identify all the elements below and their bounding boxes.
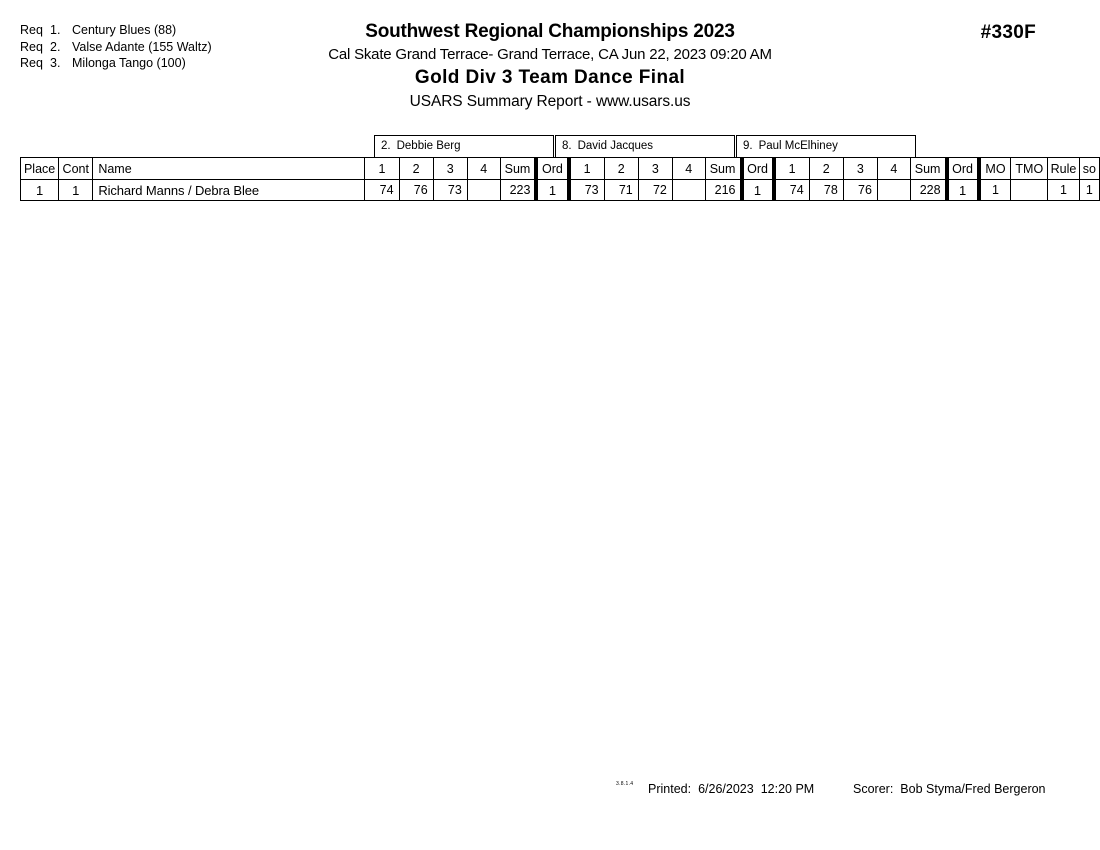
column-header-j1-score-2: 2	[399, 158, 433, 180]
meet-title: Southwest Regional Championships 2023	[365, 21, 735, 42]
column-header-j2-ord: Ord	[742, 158, 774, 180]
report-footer	[0, 781, 1100, 801]
report-header	[0, 20, 1100, 113]
column-header-j1-score-1: 1	[365, 158, 399, 180]
table-header-row	[21, 158, 1100, 180]
judge-band-2	[555, 135, 735, 157]
judge-band-row	[20, 135, 1033, 157]
cell-tmo	[1011, 180, 1048, 201]
requirement-number: 3.	[50, 56, 61, 70]
scorer-name: Bob Styma/Fred Bergeron	[900, 782, 1046, 796]
column-header-j1-score-4: 4	[467, 158, 500, 180]
requirement-label: Req	[20, 56, 43, 70]
cell-j3-score-2: 78	[809, 180, 843, 201]
cell-j1-score-4	[467, 180, 500, 201]
cell-j1-score-1: 74	[365, 180, 399, 201]
printed-date: 6/26/2023	[698, 782, 754, 796]
judge-band-3	[736, 135, 916, 157]
cell-j3-score-3: 76	[843, 180, 877, 201]
cell-team-name: Richard Manns / Debra Blee	[93, 180, 365, 201]
scorer-label: Scorer:	[853, 782, 894, 796]
event-number-badge: #330F	[980, 22, 1036, 43]
cell-so: 1	[1079, 180, 1099, 201]
column-header-j3-score-3: 3	[843, 158, 877, 180]
cell-j2-score-1: 73	[569, 180, 605, 201]
cell-j2-score-2: 71	[604, 180, 638, 201]
cell-j3-score-4	[877, 180, 910, 201]
printed-timestamp	[648, 782, 814, 796]
cell-mo: 1	[979, 180, 1011, 201]
scorer-credit	[853, 782, 1046, 796]
cell-rule: 1	[1048, 180, 1079, 201]
cell-j2-sum: 216	[705, 180, 741, 201]
column-header-j1-sum: Sum	[500, 158, 536, 180]
requirement-title: Valse Adante (155 Waltz)	[72, 39, 212, 54]
column-header-name: Name	[93, 158, 365, 180]
printed-time: 12:20 PM	[760, 782, 815, 796]
cell-j2-score-3: 72	[638, 180, 672, 201]
cell-j3-sum: 228	[910, 180, 946, 201]
column-header-j2-score-2: 2	[604, 158, 638, 180]
column-header-j3-sum: Sum	[910, 158, 946, 180]
event-title: Gold Div 3 Team Dance Final	[414, 67, 686, 88]
cell-j2-ord: 1	[742, 180, 774, 201]
column-header-j1-score-3: 3	[433, 158, 467, 180]
column-header-cont: Cont	[59, 158, 93, 180]
cell-cont: 1	[59, 180, 93, 201]
requirement-number: 1.	[50, 23, 61, 37]
table-row	[21, 180, 1100, 201]
column-header-j3-score-4: 4	[877, 158, 910, 180]
column-header-j3-score-1: 1	[774, 158, 810, 180]
cell-j2-score-4	[672, 180, 705, 201]
judge-number: 2.	[381, 140, 391, 152]
column-header-place: Place	[21, 158, 59, 180]
requirement-title: Milonga Tango (100)	[72, 56, 186, 70]
cell-j1-sum: 223	[500, 180, 536, 201]
judge-number: 9.	[743, 140, 753, 152]
cell-j1-score-3: 73	[433, 180, 467, 201]
column-header-so: so	[1079, 158, 1099, 180]
judge-name: David Jacques	[577, 140, 654, 152]
report-subtitle: USARS Summary Report - www.usars.us	[409, 93, 691, 110]
requirement-title: Century Blues (88)	[72, 23, 177, 37]
judge-name: Paul McElhiney	[758, 140, 838, 152]
column-header-tmo: TMO	[1011, 158, 1048, 180]
printed-label: Printed:	[648, 782, 692, 796]
judge-number: 8.	[562, 140, 572, 152]
results-table	[20, 157, 1100, 201]
requirement-label: Req	[20, 23, 43, 37]
judge-band-1	[374, 135, 554, 157]
column-header-j2-score-1: 1	[569, 158, 605, 180]
cell-j1-score-2: 76	[399, 180, 433, 201]
software-version: 3.8.1.4	[616, 781, 634, 787]
requirement-number: 2.	[50, 39, 61, 54]
cell-j1-ord: 1	[536, 180, 568, 201]
column-header-j2-score-4: 4	[672, 158, 705, 180]
column-header-j3-score-2: 2	[809, 158, 843, 180]
requirement-label: Req	[20, 39, 43, 54]
column-header-rule: Rule	[1048, 158, 1079, 180]
column-header-mo: MO	[979, 158, 1011, 180]
column-header-j3-ord: Ord	[947, 158, 979, 180]
cell-place: 1	[21, 180, 59, 201]
cell-j3-ord: 1	[947, 180, 979, 201]
cell-j3-score-1: 74	[774, 180, 810, 201]
judge-name: Debbie Berg	[396, 140, 461, 152]
venue-and-date-line: Cal Skate Grand Terrace- Grand Terrace, CA Jun 22, 2023 09:20 AM	[328, 46, 772, 63]
column-header-j2-score-3: 3	[638, 158, 672, 180]
column-header-j2-sum: Sum	[705, 158, 741, 180]
column-header-j1-ord: Ord	[536, 158, 568, 180]
